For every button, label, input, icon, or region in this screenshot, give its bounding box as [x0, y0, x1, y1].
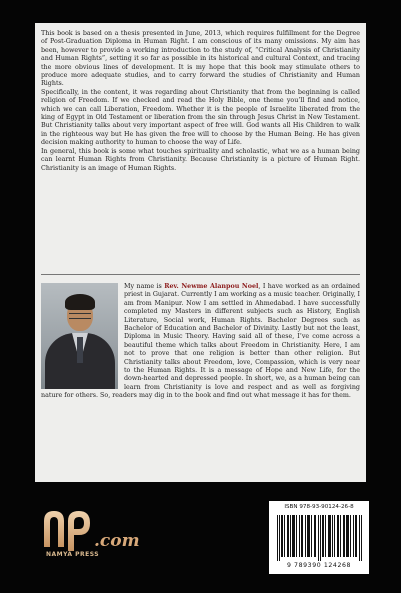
blurb-paragraph-3: In general, this book is some what touches spirituality and scholastic, what we as a human being can learnt Human Rights from Christianity. Because Christianity is a picture of Human Right. Christianity is an image of Human Rights.	[41, 147, 360, 172]
publisher-domain: .com	[94, 531, 140, 551]
author-intro: My name is	[124, 283, 165, 290]
barcode-digits: 9 789390 124268	[286, 562, 352, 569]
author-section	[41, 283, 360, 401]
barcode	[277, 515, 363, 561]
author-name: Rev. Newme Alanpou Noel	[164, 283, 259, 290]
isbn-number: ISBN 978-93-90124-26-8	[284, 504, 354, 510]
publisher-logo	[40, 507, 160, 567]
publisher-logo-icon	[40, 507, 96, 551]
author-photo	[41, 283, 118, 389]
publisher-name: NAMYA PRESS	[46, 551, 100, 558]
blurb-paragraph-2: Specifically, in the content, it was regarding about Christianity that from the beginning is called religion of Freedom. If we checked and read the Holy Bible, one theme you’ll find and notice, which we can call Liberation, Freedom. Whether it is the people of Israelite liberated from the king of Egypt in Old Testament or liberation from the sin through Jesus Christ in New Testament. But Christianity talks about very important aspect of free will. God wants all His Children to walk in the righteous way but He has given the free will to choose by the Human Being. He has given decision making authority to human to choose the way of Life.	[41, 88, 360, 147]
isbn-barcode-box	[269, 501, 369, 574]
author-bio-text: , I have worked as an ordained priest in Gujarat. Currently I am working as a music teacher. Originally, I am from Manipur. Now I am settled in Ahmedabad. I have successfully completed my Masters in different subjects such as History, English Literature, Social work, Human Rights. Bachelor Degrees such as Bachelor of Education and Bachelor of Divinity. Lastly but not the least, Diploma in Music Theory. Having said all of these, I’ve come across a beautiful theme which talks about Freedom in Christianity. Here, I am not to prove that one religion is better than other religion. But Christianity talks about Freedom, love, Compassion, which is very near to the Human Rights. It is a message of Hope and New Life, for the down-hearted and depressed people. In short, we, as a human being can learn from Christianity is love and respect and as well as forgiving nature for others. So, readers may dig in to the book and find out what message it has for them.	[41, 283, 361, 400]
section-divider	[41, 274, 360, 275]
blurb-paragraph-1: This book is based on a thesis presented in June, 2013, which requires fulfillment for the Degree of Post-Graduation Diploma in Human Right. I am conscious of its many omissions. My aim has been, however to provide a working introduction to the study of, “Critical Analysis of Christianity and Human Rights”, setting it so far as possible in its historical and cultural Context, and tracing the more obvious lines of development. It is my hope that this book may stimulate others to produce more adequate studies, and to carry forward the studies of Christianity and Human Rights.	[41, 30, 360, 88]
back-cover-text-panel	[35, 23, 366, 482]
